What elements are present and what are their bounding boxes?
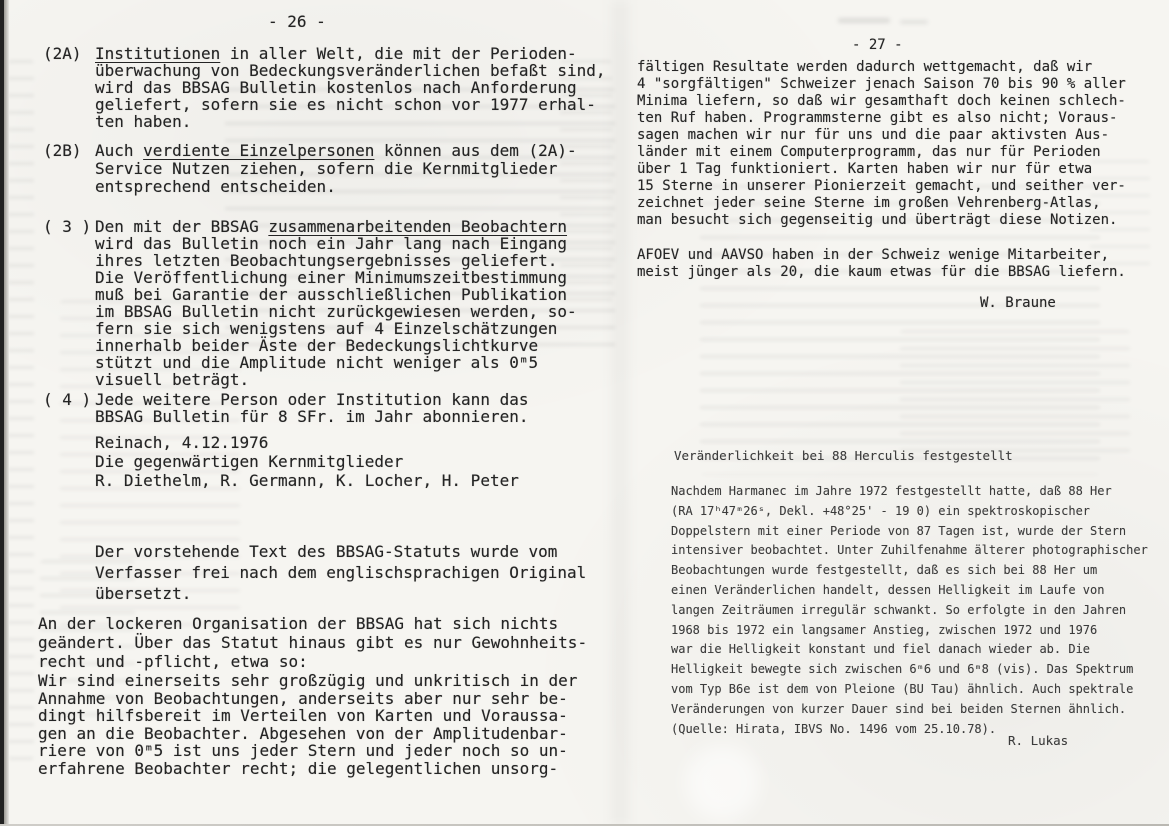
dateline-block	[95, 433, 519, 490]
text-line: vom Typ B6e ist dem von Pleione (BU Tau) ähnlich. Auch spektrale	[671, 681, 1134, 696]
text-line: gen an die Beobachter. Abgesehen von der Amplitudenbar-	[38, 723, 568, 743]
text-line: wird das Bulletin noch ein Jahr lang nach Eingang	[95, 234, 568, 253]
text-line: war die Helligkeit konstant und fiel danach wieder ab. Die	[671, 642, 1091, 657]
text-line: Minima liefern, so daß wir gesamthaft doch keinen schlech-	[637, 93, 1126, 109]
text-segment: können aus dem (2A)-	[374, 141, 577, 160]
item-lines	[95, 160, 577, 196]
text-line: geändert. Über das Statut hinaus gibt es nur Gewohnheits-	[38, 633, 588, 652]
underlined-term: verdiente Einzelpersonen	[143, 141, 375, 160]
signature-w-braune: W. Braune	[980, 295, 1056, 311]
text-line: Die gegenwärtigen Kernmitglieder	[95, 452, 404, 471]
page-27	[620, 0, 1169, 826]
text-line: intensiver beobachtet. Unter Zuhilfenahme älterer photographischer	[671, 543, 1148, 558]
text-line: (Quelle: Hirata, IBVS No. 1496 vom 25.10.78).	[671, 721, 997, 736]
underlined-term: Institutionen	[95, 44, 221, 63]
item-text	[95, 142, 577, 196]
statute-item-2a	[43, 45, 606, 130]
text-line	[95, 45, 606, 62]
text-line	[95, 142, 577, 160]
text-line: riere von 0ᵐ5 ist uns jeder Stern und jeder noch so un-	[38, 741, 568, 760]
text-segment: in aller Welt, die mit der Perioden-	[220, 44, 577, 63]
item-lines	[95, 391, 528, 425]
text-line: 1968 bis 1972 ein langsamer Anstieg, zwischen 1972 und 1976	[671, 622, 1098, 637]
text-line: Beobachtungen wurde festgestellt, daß es sich bei 88 Her um	[671, 563, 1098, 578]
page-number-26: - 26 -	[268, 12, 326, 31]
article-body	[671, 482, 1148, 739]
translator-note	[95, 541, 586, 604]
statute-item-4	[43, 391, 528, 425]
text-line: über 1 Tag funktioniert. Karten haben wir nur für etwa	[637, 161, 1093, 177]
text-line: meist jünger als 20, die kaum etwas für die BBSAG liefern.	[637, 264, 1126, 280]
item-label: (2A)	[43, 44, 82, 63]
text-line: Der vorstehende Text des BBSAG-Statuts wurde vom	[95, 542, 558, 561]
text-line: (RA 17ʰ47ᵐ26ˢ, Dekl. +48°25' - 19 0) ein spektroskopischer	[671, 503, 1091, 518]
text-line: wird das BBSAG Bulletin kostenlos nach Anforderung	[95, 78, 577, 97]
text-line: entsprechend entscheiden.	[95, 177, 336, 196]
text-line: R. Diethelm, R. Germann, K. Locher, H. Peter	[95, 471, 519, 490]
text-line: visuell beträgt.	[95, 370, 250, 389]
paragraph-afoev	[637, 247, 1126, 281]
paragraph-organisation	[38, 614, 587, 671]
item-label: ( 3 )	[43, 217, 92, 236]
text-line: stützt und die Amplitude nicht weniger als 0ᵐ5	[95, 353, 539, 372]
text-line: Veränderungen von kurzer Dauer sind bei beiden Sternen ähnlich.	[671, 701, 1127, 716]
text-line: Annahme von Beobachtungen, anderseits aber nur sehr be-	[38, 688, 568, 708]
text-line: fältigen Resultate werden dadurch wettgemacht, daß wir	[637, 59, 1093, 75]
scan-edge-left-fade	[4, 0, 9, 826]
paragraph-results	[637, 59, 1126, 229]
text-line: ihres letzten Beobachtungsergebnisses geliefert.	[95, 251, 558, 270]
text-line: sagen machen wir nur für uns und die paar aktivsten Aus-	[637, 127, 1110, 143]
text-line: muß bei Garantie der ausschließlichen Publikation	[95, 285, 568, 304]
text-line: überwachung von Bedeckungsveränderlichen befaßt sind,	[95, 61, 606, 80]
text-line: langen Zeiträumen irregulär schwankt. So erfolgte in den Jahren	[671, 602, 1127, 617]
text-segment: Auch	[95, 141, 144, 160]
text-line: einen Veränderlichen handelt, dessen Helligkeit im Laufe von	[671, 582, 1105, 597]
text-line: 4 "sorgfältigen" Schweizer jenach Saison 70 bis 90 % aller	[637, 76, 1126, 92]
text-line: recht und -pflicht, etwa so:	[38, 652, 308, 671]
text-line: Nachdem Harmanec im Jahre 1972 festgestellt hatte, daß 88 Her	[671, 484, 1112, 498]
item-text	[95, 218, 577, 388]
text-line: zeichnet jeder seine Sterne im großen Vehrenberg-Atlas,	[637, 195, 1101, 211]
text-line: Service Nutzen ziehen, sofern die Kernmitglieder	[95, 159, 558, 178]
text-line: Helligkeit bewegte sich zwischen 6ᵐ6 und 6ᵐ8 (vis). Das Spektrum	[671, 662, 1134, 677]
text-line: erfahrene Beobachter recht; die gelegentlichen unsorg-	[38, 758, 559, 778]
text-line: ten Ruf haben. Programmsterne gibt es also nicht; Voraus-	[637, 110, 1118, 126]
underlined-term: zusammenarbeitenden Beobachtern	[268, 217, 568, 236]
article-title-88-herculis: Veränderlichkeit bei 88 Herculis festgestellt	[674, 448, 1013, 463]
item-text	[95, 45, 606, 130]
item-label: ( 4 )	[43, 390, 92, 409]
text-line: übersetzt.	[95, 584, 192, 603]
text-line: Reinach, 4.12.1976	[95, 433, 269, 452]
text-line: geliefert, sofern sie es nicht schon vor 1977 erhal-	[95, 95, 596, 114]
text-line	[95, 218, 577, 235]
text-line: BBSAG Bulletin für 8 SFr. im Jahr abonnieren.	[95, 407, 529, 426]
page-number-27: - 27 -	[852, 37, 903, 53]
text-line: Wir sind einerseits sehr großzügig und unkritisch in der	[38, 671, 578, 690]
statute-item-2b	[43, 142, 577, 196]
text-line: im BBSAG Bulletin nicht zurückgewiesen werden, so-	[95, 302, 577, 321]
text-line: man besucht sich gegenseitig und überträgt diese Notizen.	[637, 212, 1118, 228]
text-line: länder mit einem Computerprogramm, das nur für Perioden	[637, 144, 1101, 160]
paragraph-policy	[38, 672, 577, 777]
text-line: dingt hilfsbereit im Verteilen von Karten und Voraussa-	[38, 706, 568, 725]
text-line: Verfasser frei nach dem englischsprachigen Original	[95, 563, 587, 582]
signature-r-lukas: R. Lukas	[1008, 733, 1069, 748]
item-label: (2B)	[43, 141, 82, 160]
text-line: Die Veröffentlichung einer Minimumszeitbestimmung	[95, 268, 568, 287]
text-line: 15 Sterne in unserer Pionierzeit gemacht, und seither ver-	[637, 178, 1126, 194]
text-line: Jede weitere Person oder Institution kann das	[95, 390, 529, 409]
statute-item-3	[43, 218, 577, 388]
text-line: fern sie sich wenigstens auf 4 Einzelschätzungen	[95, 319, 558, 338]
text-line: Doppelstern mit einer Periode von 87 Tagen ist, wurde der Stern	[671, 523, 1127, 538]
item-lines	[95, 235, 577, 388]
text-line: AFOEV und AAVSO haben in der Schweiz wenige Mitarbeiter,	[637, 247, 1110, 263]
text-line: ten haben.	[95, 112, 192, 131]
item-lines	[95, 62, 606, 130]
text-segment: Den mit der BBSAG	[95, 217, 269, 236]
text-line: innerhalb beider Äste der Bedeckungslichtkurve	[95, 336, 539, 355]
text-line: An der lockeren Organisation der BBSAG hat sich nichts	[38, 614, 559, 633]
